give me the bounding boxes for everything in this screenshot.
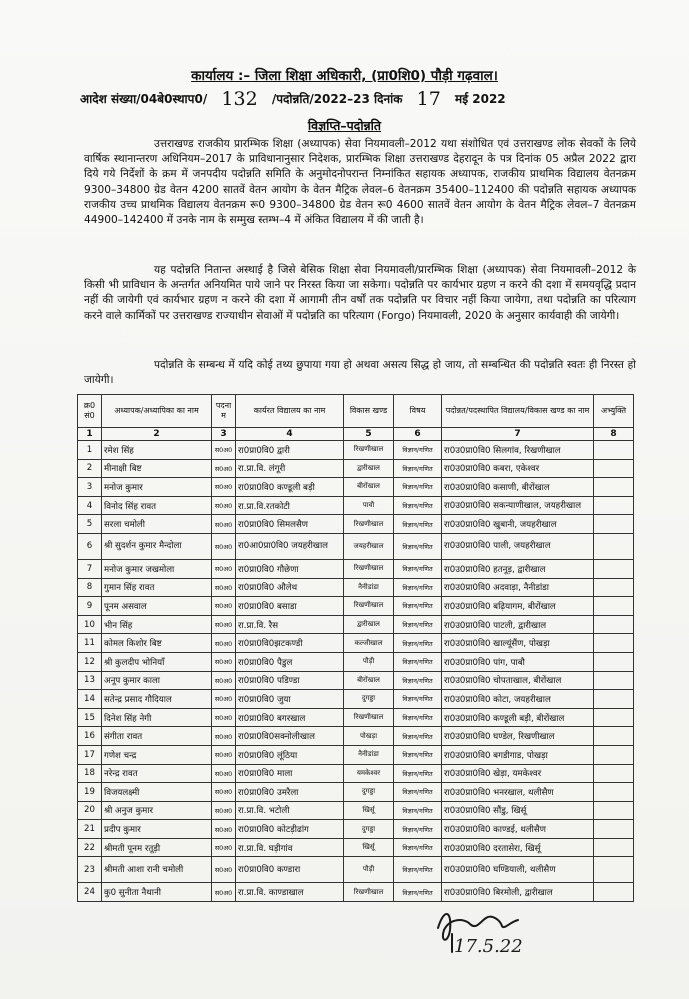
promoted-school-cell: रा0उ0प्रा0वि0 बढ़ियागम, बीरोंखाल [442, 597, 594, 616]
post-cell: स0अ0 [212, 533, 236, 559]
current-school-cell: रा.प्रा.वि. काण्डाखाल [236, 883, 344, 902]
current-school-cell: रा0प्रा0वि0 गौछेणा [236, 559, 344, 578]
post-cell: स0अ0 [212, 578, 236, 597]
table-row [78, 496, 634, 515]
promoted-school-cell: रा0उ0प्रा0वि0 पाली, जयहरीखाल [442, 533, 594, 559]
subject-cell: विज्ञान/गणित [394, 727, 442, 746]
order-suffix: /पदोन्नति/2022–23 दिनांक [271, 92, 403, 106]
table-row [78, 597, 634, 616]
current-school-cell: रा0प्रा0वि0 उमरैला [236, 783, 344, 802]
column-number: 3 [212, 428, 236, 441]
table-row [78, 883, 634, 902]
table-row [78, 441, 634, 460]
teacher-name-cell: श्रीमती आशा रानी चमोली [102, 857, 212, 883]
column-number: 4 [236, 428, 344, 441]
table-header-row [78, 395, 634, 428]
order-month-year: मई 2022 [455, 92, 506, 106]
teacher-name-cell: भीन सिंह [102, 615, 212, 634]
post-cell: स0अ0 [212, 783, 236, 802]
current-school-cell: रा0प्रा0वि0 कोटड़ीढांग [236, 820, 344, 839]
current-school-cell: रा0प्रा0वि0 सिमलसैण [236, 515, 344, 534]
remark-cell [594, 801, 634, 820]
subject-cell: विज्ञान/गणित [394, 496, 442, 515]
remark-cell [594, 578, 634, 597]
serial-number-cell: 13 [78, 671, 102, 690]
subject-cell: विज्ञान/गणित [394, 801, 442, 820]
remark-cell [594, 671, 634, 690]
teacher-name-cell: पूनम असवाल [102, 597, 212, 616]
post-cell: स0अ0 [212, 615, 236, 634]
office-heading: कार्यालय :– जिला शिक्षा अधिकारी, (प्रा0शि0) पौड़ी गढ़वाल। [191, 68, 498, 84]
block-cell: दुगड्डा [344, 820, 394, 839]
remark-cell [594, 764, 634, 783]
promoted-school-cell: रा0उ0प्रा0वि0 सौंडु, खिर्सू [442, 801, 594, 820]
serial-number-cell: 14 [78, 690, 102, 709]
promoted-school-cell: रा0उ0प्रा0वि0 चोपताखाल, बीरोंखाल [442, 671, 594, 690]
subject-cell: विज्ञान/गणित [394, 615, 442, 634]
serial-number-cell: 17 [78, 745, 102, 764]
block-cell: दुगड्डा [344, 783, 394, 802]
teacher-name-cell: रमेश सिंह [102, 441, 212, 460]
promoted-school-cell: रा0उ0प्रा0वि0 सिलगांव, रिखणीखाल [442, 441, 594, 460]
post-cell: स0अ0 [212, 559, 236, 578]
block-cell: रिखणीखाल [344, 708, 394, 727]
paragraph-2: यह पदोन्नति नितान्त अस्थाई है जिसे बेसिक शिक्षा सेवा नियमावली/प्रारम्भिक शिक्षा (अध्यापक) सेवा नियमावली–2012 के किसी भी प्राविधान के अन्तर्गत अनियमित पाये जाने पर निरस्त किया जा सकेगा। पदोन्नति पर कार्यभार ग्रहण न करने की दशा में समयवृद्धि प्रदान नहीं की जायेगी एवं कार्यभार ग्रहण न करने की दशा में आगामी तीन वर्षों तक पदोन्नति पर विचार नहीं किया जायेगा, तथा पदोन्नति का परित्याग करने वाले कार्मिकों पर उत्तराखण्ड राज्याधीन सेवाओं में पदोन्नति का परित्याग (Forgo) नियमावली, 2020 के अनुसार कार्यवाही की जायेगी। [84, 264, 636, 322]
post-cell: स0अ0 [212, 801, 236, 820]
promoted-school-cell: रा0उ0प्रा0वि0 घण्डेल, रिखणीखाल [442, 727, 594, 746]
teacher-name-cell: सतेन्द्र प्रसाद गौदियाल [102, 690, 212, 709]
block-cell: बीरोंखाल [344, 478, 394, 497]
table-row [78, 671, 634, 690]
serial-number-cell: 18 [78, 764, 102, 783]
teacher-name-cell: सरला चमोली [102, 515, 212, 534]
column-number: 8 [594, 428, 634, 441]
header-cell: क्र0 सं0 [78, 395, 102, 428]
teacher-name-cell: दिनेश सिंह नेगी [102, 708, 212, 727]
post-cell: स0अ0 [212, 441, 236, 460]
promoted-school-cell: रा0उ0प्रा0वि0 काण्डई, थलीसैण [442, 820, 594, 839]
serial-number-cell: 3 [78, 478, 102, 497]
current-school-cell: रा0प्रा0वि0 औलेथ [236, 578, 344, 597]
serial-number-cell: 7 [78, 559, 102, 578]
header-cell: अध्यापक/अध्यापिका का नाम [102, 395, 212, 428]
block-cell: रिखणीखाल [344, 515, 394, 534]
remark-cell [594, 727, 634, 746]
post-cell: स0अ0 [212, 671, 236, 690]
current-school-cell: रा.प्रा.वि. लंगूरी [236, 459, 344, 478]
block-cell: जयहरीखाल [344, 533, 394, 559]
serial-number-cell: 24 [78, 883, 102, 902]
teacher-name-cell: गुमान सिंह रावत [102, 578, 212, 597]
remark-cell [594, 496, 634, 515]
block-cell: रिखणीखाल [344, 597, 394, 616]
block-cell: रिखणीखाल [344, 441, 394, 460]
remark-cell [594, 708, 634, 727]
order-number: 132 [221, 88, 258, 110]
subject-cell: विज्ञान/गणित [394, 671, 442, 690]
table-row [78, 727, 634, 746]
post-cell: स0अ0 [212, 459, 236, 478]
teacher-name-cell: नरेन्द्र रावत [102, 764, 212, 783]
subject-cell: विज्ञान/गणित [394, 652, 442, 671]
promoted-school-cell: रा0उ0प्रा0वि0 दरतासेरा, खिर्सू [442, 838, 594, 857]
serial-number-cell: 19 [78, 783, 102, 802]
subject-cell: विज्ञान/गणित [394, 857, 442, 883]
column-number: 5 [344, 428, 394, 441]
signature-date: 17.5.22 [454, 936, 523, 957]
post-cell: स0अ0 [212, 745, 236, 764]
serial-number-cell: 2 [78, 459, 102, 478]
teacher-name-cell: श्री कुलदीप भोनियाँ [102, 652, 212, 671]
serial-number-cell: 22 [78, 838, 102, 857]
subject-cell: विज्ञान/गणित [394, 441, 442, 460]
post-cell: स0अ0 [212, 857, 236, 883]
remark-cell [594, 615, 634, 634]
teacher-name-cell: कु0 सुनीता नैथानी [102, 883, 212, 902]
post-cell: स0अ0 [212, 597, 236, 616]
header-cell: कार्यरत विद्यालय का नाम [236, 395, 344, 428]
remark-cell [594, 559, 634, 578]
promoted-school-cell: रा0उ0प्रा0वि0 बिरमोली, द्वारीखाल [442, 883, 594, 902]
promoted-school-cell: रा0उ0प्रा0वि0 खाल्यूंसैंण, पोखड़ा [442, 634, 594, 653]
table-row [78, 515, 634, 534]
promoted-school-cell: रा0उ0प्रा0वि0 कण्डूली बड़ी, बीरोंखाल [442, 708, 594, 727]
block-cell: द्वारीखाल [344, 615, 394, 634]
table-row [78, 764, 634, 783]
remark-cell [594, 652, 634, 671]
remark-cell [594, 783, 634, 802]
remark-cell [594, 515, 634, 534]
column-number-row [78, 428, 634, 441]
current-school-cell: रा0प्रा0वि0 कण्डारा [236, 857, 344, 883]
serial-number-cell: 5 [78, 515, 102, 534]
serial-number-cell: 23 [78, 857, 102, 883]
subject-cell: विज्ञान/गणित [394, 478, 442, 497]
signature-image [430, 900, 540, 970]
remark-cell [594, 883, 634, 902]
remark-cell [594, 745, 634, 764]
current-school-cell: रा.प्रा.वि. घड़ीगांव [236, 838, 344, 857]
subject-cell: विज्ञान/गणित [394, 533, 442, 559]
current-school-cell: रा0प्रा0वि0सक्नोलीखाल [236, 727, 344, 746]
post-cell: स0अ0 [212, 652, 236, 671]
block-cell: नैनीडांडा [344, 578, 394, 597]
table-row [78, 578, 634, 597]
subject-cell: विज्ञान/गणित [394, 783, 442, 802]
subject-cell: विज्ञान/गणित [394, 597, 442, 616]
teacher-name-cell: अनूप कुमार काला [102, 671, 212, 690]
post-cell: स0अ0 [212, 820, 236, 839]
promoted-school-cell: रा0उ0प्रा0वि0 पाटली, द्वारीखाल [442, 615, 594, 634]
remark-cell [594, 820, 634, 839]
remark-cell [594, 533, 634, 559]
header-cell: पदोन्नत/पदस्थापित विद्यालय/विकास खण्ड का नाम [442, 395, 594, 428]
table-row [78, 745, 634, 764]
block-cell: पौड़ी [344, 652, 394, 671]
promoted-school-cell: रा0उ0प्रा0वि0 सकन्याणीखाल, जयहरीखाल [442, 496, 594, 515]
teacher-name-cell: मनोज कुमार [102, 478, 212, 497]
table-row [78, 820, 634, 839]
current-school-cell: रा.प्रा.वि.रतकोटी [236, 496, 344, 515]
order-prefix: आदेश संख्या/04बे0स्थाप0/ [80, 92, 208, 106]
subject-cell: विज्ञान/गणित [394, 764, 442, 783]
header-cell: विकास खण्ड [344, 395, 394, 428]
teacher-name-cell: मनोज कुमार जखमोला [102, 559, 212, 578]
block-cell: खिर्सू [344, 801, 394, 820]
paragraph-3: पदोन्नति के सम्बन्ध में यदि कोई तथ्य छुपाया गया हो अथवा असत्य सिद्ध हो जाय, तो सम्बन्धित की पदोन्नति स्वतः ही निरस्त हो जायेगी। [84, 359, 636, 387]
table-row [78, 708, 634, 727]
table-row [78, 801, 634, 820]
post-cell: स0अ0 [212, 515, 236, 534]
block-cell: द्वारीखाल [344, 459, 394, 478]
current-school-cell: रा0आ0प्रा0वि0 जयहरीखाल [236, 533, 344, 559]
promoted-school-cell: रा0उ0प्रा0वि0 कबरा, एकेश्वर [442, 459, 594, 478]
post-cell: स0अ0 [212, 496, 236, 515]
remark-cell [594, 857, 634, 883]
column-number: 1 [78, 428, 102, 441]
promoted-school-cell: रा0उ0प्रा0वि0 हतनूड़, द्वारीखाल [442, 559, 594, 578]
post-cell: स0अ0 [212, 478, 236, 497]
subject-cell: विज्ञान/गणित [394, 559, 442, 578]
remark-cell [594, 838, 634, 857]
subject-cell: विज्ञान/गणित [394, 459, 442, 478]
current-school-cell: रा0प्रा0वि0 पैडुल [236, 652, 344, 671]
block-cell: बीरोंखाल [344, 671, 394, 690]
serial-number-cell: 9 [78, 597, 102, 616]
post-cell: स0अ0 [212, 708, 236, 727]
teacher-name-cell: कोमल किशोर बिष्ट [102, 634, 212, 653]
order-day: 17 [416, 88, 441, 110]
table-row [78, 478, 634, 497]
post-cell: स0अ0 [212, 727, 236, 746]
serial-number-cell: 8 [78, 578, 102, 597]
post-cell: स0अ0 [212, 883, 236, 902]
current-school-cell: रा0प्रा0वि0 माला [236, 764, 344, 783]
subject-cell: विज्ञान/गणित [394, 820, 442, 839]
serial-number-cell: 21 [78, 820, 102, 839]
table-row [78, 634, 634, 653]
table-row [78, 559, 634, 578]
block-cell: रिखणीखाल [344, 559, 394, 578]
teacher-name-cell: प्रदीप कुमार [102, 820, 212, 839]
block-cell: पौड़ी [344, 857, 394, 883]
block-cell: यमकेश्वर [344, 764, 394, 783]
block-cell: पोखड़ा [344, 727, 394, 746]
current-school-cell: रा0प्रा0वि0 बसाडा [236, 597, 344, 616]
header-cell: पदना म [212, 395, 236, 428]
header-cell: विषय [394, 395, 442, 428]
subject-cell: विज्ञान/गणित [394, 708, 442, 727]
teacher-name-cell: विनोद सिंह रावत [102, 496, 212, 515]
table-row [78, 652, 634, 671]
current-school-cell: रा0प्रा0वि0 द्वारी [236, 441, 344, 460]
table-row [78, 838, 634, 857]
current-school-cell: रा0प्रा0वि0 जुया [236, 690, 344, 709]
remark-cell [594, 478, 634, 497]
subject-cell: विज्ञान/गणित [394, 634, 442, 653]
remark-cell [594, 634, 634, 653]
subject-cell: विज्ञान/गणित [394, 838, 442, 857]
promoted-school-cell: रा0उ0प्रा0वि0 पांग, पाबौ [442, 652, 594, 671]
remark-cell [594, 690, 634, 709]
current-school-cell: रा0प्रा0वि0 कण्डूली बड़ी [236, 478, 344, 497]
teacher-name-cell: संगीता रावत [102, 727, 212, 746]
post-cell: स0अ0 [212, 764, 236, 783]
promoted-school-cell: रा0उ0प्रा0वि0 खुबानी, जयहरीखाल [442, 515, 594, 534]
header-cell: अभ्युक्ति [594, 395, 634, 428]
subject-cell: विज्ञान/गणित [394, 690, 442, 709]
serial-number-cell: 15 [78, 708, 102, 727]
promotion-table [77, 394, 634, 902]
promoted-school-cell: रा0उ0प्रा0वि0 भनरखाल, थलीसैण [442, 783, 594, 802]
remark-cell [594, 597, 634, 616]
promoted-school-cell: रा0उ0प्रा0वि0 घण्डियाली, थलीसैण [442, 857, 594, 883]
block-cell: कल्जीखाल [344, 634, 394, 653]
serial-number-cell: 16 [78, 727, 102, 746]
current-school-cell: रा0प्रा0वि0 बगरखाल [236, 708, 344, 727]
serial-number-cell: 4 [78, 496, 102, 515]
table-row [78, 615, 634, 634]
paragraph-1: उत्तराखण्ड राजकीय प्रारम्भिक शिक्षा (अध्यापक) सेवा नियमावली–2012 यथा संशोधित एवं उत्तराखण्ड लोक सेवकों के लिये वार्षिक स्थानान्तरण अधिनियम–2017 के प्राविधानानुसार निदेशक, प्रारम्भिक शिक्षा उत्तराखण्ड देहरादून के पत्र दिनांक 05 अप्रैल 2022 द्वारा दिये गये निर्देशों के क्रम में जनपदीय पदोन्नति समिति के अनुमोदनोपरान्त निम्नांकित सहायक अध्यापक, राजकीय प्राथमिक विद्यालय वेतनक्रम 9300–34800 ग्रेड वेतन 4200 सातवें वेतन आयोग के वेतन मैट्रिक लेवल–6 वेतनक्रम 35400–112400 की पदोन्नति सहायक अध्यापक राजकीय उच्च प्राथमिक विद्यालय वेतनक्रम रू0 9300–34800 ग्रेड वेतन रू0 4600 सातवें वेतन आयोग के वेतन मैट्रिक लेवल–7 वेतनक्रम 44900–142400 में उनके नाम के सम्मुख स्तम्भ–4 में अंकित विद्यालय में की जाती है। [84, 138, 636, 227]
subject-cell: विज्ञान/गणित [394, 883, 442, 902]
block-cell: रिखणीखाल [344, 883, 394, 902]
post-cell: स0अ0 [212, 838, 236, 857]
notice-title: विज्ञप्ति–पदोन्नति [307, 118, 382, 133]
subject-cell: विज्ञान/गणित [394, 745, 442, 764]
remark-cell [594, 441, 634, 460]
serial-number-cell: 11 [78, 634, 102, 653]
serial-number-cell: 6 [78, 533, 102, 559]
table-row [78, 533, 634, 559]
teacher-name-cell: श्री अनुज कुमार [102, 801, 212, 820]
teacher-name-cell: गणेश चन्द्र [102, 745, 212, 764]
post-cell: स0अ0 [212, 634, 236, 653]
teacher-name-cell: मीनाक्षी बिष्ट [102, 459, 212, 478]
serial-number-cell: 12 [78, 652, 102, 671]
subject-cell: विज्ञान/गणित [394, 515, 442, 534]
order-line [80, 88, 689, 110]
block-cell: पावौ [344, 496, 394, 515]
current-school-cell: रा.प्रा.वि. भटोली [236, 801, 344, 820]
teacher-name-cell: श्रीमती पूनम रतूड़ी [102, 838, 212, 857]
teacher-name-cell: विजयलक्ष्मी [102, 783, 212, 802]
table-row [78, 459, 634, 478]
serial-number-cell: 20 [78, 801, 102, 820]
subject-cell: विज्ञान/गणित [394, 578, 442, 597]
promoted-school-cell: रा0उ0प्रा0वि0 कोटा, जयहरीखाल [442, 690, 594, 709]
column-number: 6 [394, 428, 442, 441]
current-school-cell: रा0प्रा0वि0 लूंठिया [236, 745, 344, 764]
block-cell: नैनीडांडा [344, 745, 394, 764]
column-number: 7 [442, 428, 594, 441]
table-row [78, 857, 634, 883]
serial-number-cell: 10 [78, 615, 102, 634]
serial-number-cell: 1 [78, 441, 102, 460]
column-number: 2 [102, 428, 212, 441]
block-cell: दुगड्डा [344, 690, 394, 709]
block-cell: खिर्सू [344, 838, 394, 857]
promoted-school-cell: रा0उ0प्रा0वि0 कसाणी, बीरोंखाल [442, 478, 594, 497]
promoted-school-cell: रा0उ0प्रा0वि0 खेड़ा, यमकेश्वर [442, 764, 594, 783]
current-school-cell: रा0प्रा0वि0 पडिण्डा [236, 671, 344, 690]
promoted-school-cell: रा0उ0प्रा0वि0 बगडीगाड, पोखड़ा [442, 745, 594, 764]
table-row [78, 783, 634, 802]
current-school-cell: रा0प्रा0वि0झटकण्डी [236, 634, 344, 653]
current-school-cell: रा.प्रा.वि. रैस [236, 615, 344, 634]
post-cell: स0अ0 [212, 690, 236, 709]
promoted-school-cell: रा0उ0प्रा0वि0 अदवाड़ा, नैनीडांडा [442, 578, 594, 597]
remark-cell [594, 459, 634, 478]
teacher-name-cell: श्री सुदर्शन कुमार मैन्दोला [102, 533, 212, 559]
table-row [78, 690, 634, 709]
